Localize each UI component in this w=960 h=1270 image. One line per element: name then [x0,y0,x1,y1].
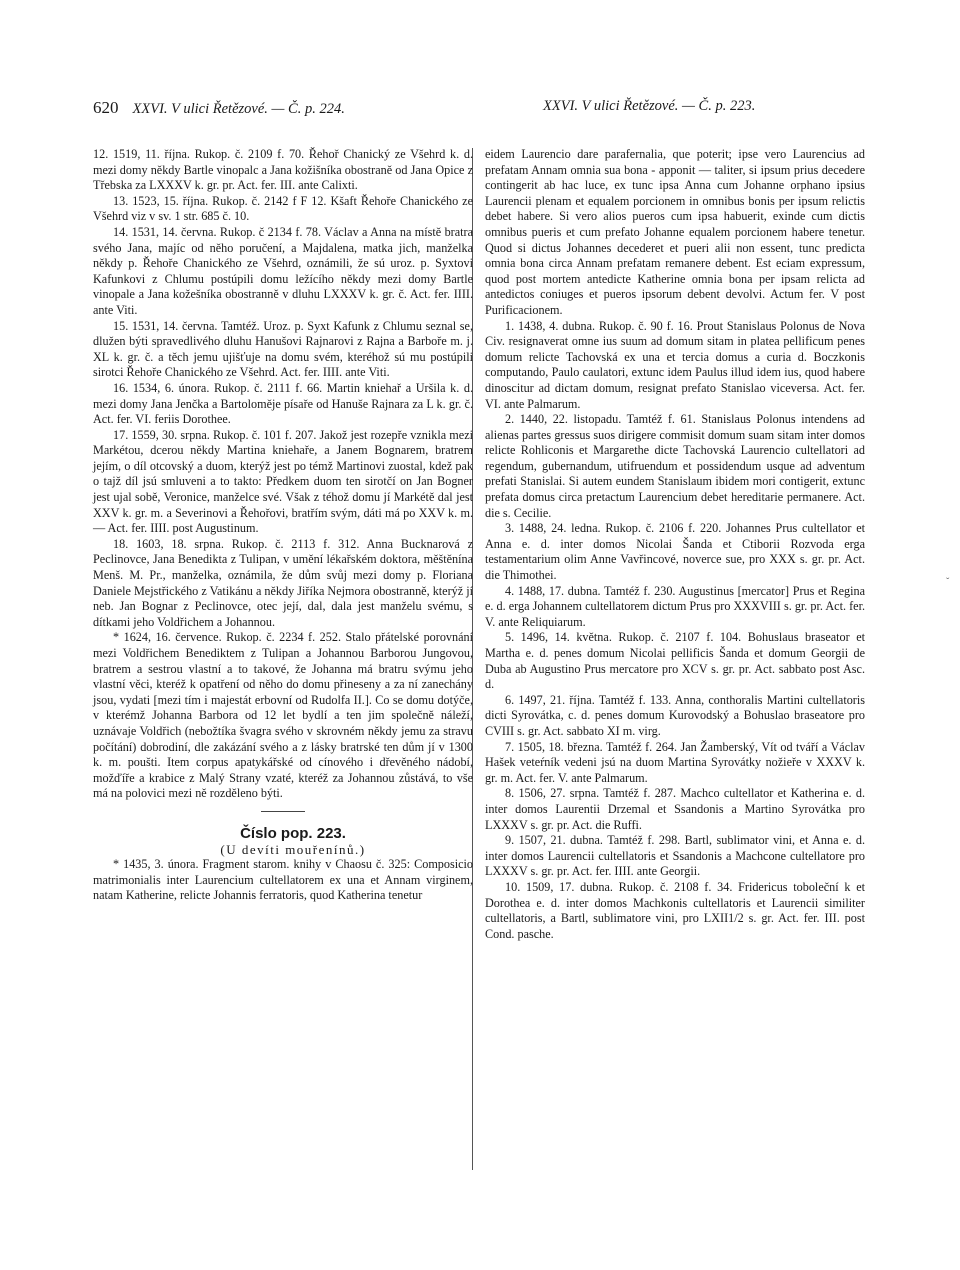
left-column [93,147,473,904]
entry-paragraph: 9. 1507, 21. dubna. Tamtéž f. 298. Bartl, sublimator vini, et Anna e. d. inter domos Laurencii cultellatoris et Ssandonis a Machcone cultellatore pro LXXXV s. gr. pr. Act. fer. IIII. ante Georgii. [485,833,865,879]
entry-paragraph: * 1435, 3. února. Fragment starom. knihy v Chaosu č. 325: Composicio matrimonialis inter Laurencium cultellatorem ex una et Annam virginem, natam Katherine, relicte Johannis ferratoris, quod Katherina tenetur [93,857,473,903]
entry-paragraph: 16. 1534, 6. února. Rukop. č. 2111 f. 66. Martin kniehař a Uršila k. d. mezi domy Jana Jenčka a Bartoloměje písaře od Hanuše Rajnara za L k. gr. č. Act. fer. VI. feriis Dorothee. [93,380,473,427]
entry-paragraph: 5. 1496, 14. května. Rukop. č. 2107 f. 104. Bohuslaus braseator et Martha e. d. penes domum Nicolai pellificis Šanda et domum Georgii de Duba ab Augustino Prus mercatore pro XCV s. gr. pr. Act. sabbato post Asc. d. [485,630,865,692]
entry-paragraph: 2. 1440, 22. listopadu. Tamtéž f. 61. Stanislaus Polonus intendens ad alienas partes gressus suos dirigere commisit domum suam sitam inter domos relicte Rohliconis et Margarethe dicte Tachovská Laurencio cultellatori ad regendum, gubernandum, utifruendum et possidendum usque ad adventum prefati Stanislai. Si autem eundem Stanislaum ibidem mori contigerit, extunc prefata domus circa pretactum Laurencium debet hereditarie permanere. Act. die s. Cecilie. [485,412,865,520]
entry-paragraph: 4. 1488, 17. dubna. Tamtéž f. 230. Augustinus [mercator] Prus et Regina e. d. erga Johannem cultellatorem dictum Prus pro XXXVIII s. gr. pr. Act. fer. V. ante Reliquiarum. [485,583,865,629]
left-running-title: XXVI. V ulici Řetězové. — Č. p. 224. [132,101,345,117]
entry-paragraph: 13. 1523, 15. října. Rukop. č. 2142 f F 12. Kšaft Řehoře Chanického ze Všehrd viz v sv. 1 str. 685 č. 10. [93,193,473,224]
entry-paragraph: 3. 1488, 24. ledna. Rukop. č. 2106 f. 220. Johannes Prus cultellator et Anna e. d. inter domos Nicolai Šanda et Ctiborii Rozvoda erga testamentarium olim Anne Vavřincové, noverce sue, pro XXX s. gr. pr. Act. die Thimothei. [485,521,865,583]
entry-paragraph: 18. 1603, 18. srpna. Rukop. č. 2113 f. 312. Anna Bucknarová z Peclinovce, Jana Benedikta z Tulipan, v umění lékařském doktora, měštěnína Menš. M. Pr., manželka, oznámila, že dům svůj mezi domy p. Floriana Daniele Mejstřického z Vatikánu a někdy Jiříka Nejmora obostranně, kterýž jí neb. Jan Bognar z Peclinovce, otec její, dal, dala jest manželu svému, s dítkami jeho Voldřichem a Johannou. [93,536,473,629]
section-separator [261,811,305,812]
entry-paragraph: 8. 1506, 27. srpna. Tamtéž f. 287. Machco cultellator et Katherina e. d. inter domos Laurentii Drzemal et Ssandonis a Martino Syrovátka pro LXXXV s. gr. pr. Act. die Ruffi. [485,786,865,832]
entry-paragraph: 14. 1531, 14. června. Rukop. č 2134 f. 78. Václav a Anna na místě bratra svého Jana, majíc od něho poručení, a Majdalena, matka jich, manželka někdy p. Řehoře Chanického ze Všehrd, oznámili, že sú uroz. p. Syxtovi Kafunkovi z Chlumu postúpili domu ležícího někdy mezi domy Bartle vinopale a Jana kožešníka obostranně v dluhu LXXXV k. gr. č. Act. fer. IIII. ante Viti. [93,224,473,317]
page-number: 620 [93,98,119,117]
entry-paragraph: 6. 1497, 21. října. Tamtéž f. 133. Anna, conthoralis Martini cultellatoris dicti Syrovátka, c. d. penes domum Kurovodský a Bohuslao braseatore pro CVIII s. gr. Act. sabbato XI m. virg. [485,692,865,738]
section-subtitle: (U devíti mouřenínů.) [220,841,366,857]
entry-paragraph: 12. 1519, 11. října. Rukop. č. 2109 f. 70. Řehoř Chanický ze Všehrd k. d. mezi domy někdy Bartle vinopalc a Jana kožišníka obostraně od Jana Opice z Třebska za LXXXV k. gr. pr. Act. fer. III. ante Calixti. [93,147,473,193]
entry-paragraph: 7. 1505, 18. března. Tamtéž f. 264. Jan Žamberský, Vít od tváří a Václav Hašek veteŕník vedeni jsú na duom Martina Syrovátky nožieře v XXXV k. gr. m. Act. fer. V. ante Palmarum. [485,739,865,785]
section-title: Číslo pop. 223. [240,824,346,842]
margin-mark: ˇ [946,577,950,588]
header-left [93,98,345,118]
entry-paragraph: 17. 1559, 30. srpna. Rukop. č. 101 f. 207. Jakož jest rozepře vznikla mezi Markétou, dcerou někdy Martina kniehaře, a Janem Bognarem, bratrem jejím, o díl otcovský a duom, kterýž jest po témž Martinovi zuostal, kdež pak o tajž díl jsú smluveni a to takto: Předkem duom ten sirotčí on Jan Bogner jest ujal sobě, Veronice, manželce své. Však z téhož domu jí Markétě dal jest XXV k. gr. m. a Severinovi a Řehořovi, bratřím svým, dáti má po XXV k. m. — Act. fer. IIII. post Augustinum. [93,427,473,536]
left-entries [93,147,473,802]
right-running-title: XXVI. V ulici Řetězové. — Č. p. 223. [543,98,756,114]
running-header [93,98,893,122]
right-entries [485,147,865,942]
entry-paragraph: 10. 1509, 17. dubna. Rukop. č. 2108 f. 34. Fridericus toboleční k et Dorothea e. d. inter domos Machkonis cultellatoris et Laurencii similiter cultellatoris, a Bartl, sublimatore vini, pro LXII1/2 s. gr. Act. fer. III. post Cond. pasche. [485,879,865,941]
entry-paragraph: eidem Laurencio dare parafernalia, que poterit; ipse vero Laurencius ad prefatam Annam omnia sua bona - apponit — taliter, si ipsum prius decedere contingerit ab hac luce, ex tunc ipsa Anna cum Johanne orphano ipsius Laurencii plenam et equalem porcionem in omnibus bonis per ipsum relictis debet habere. Si vero alios pueros cum ipsa habuerit, exinde cum dictis omnibus pueris et cum prefato Johanne equalem porcionem habere tenetur. Quod si dictus Johannes decederet et pueri alii non essent, tunc predicta omnia bona circa Annam prefatam remanere debent. Est eciam expressum, quod post mortem antedicte Katherine omnia bona per ipsam relicta ad antedictos coniuges et pueros ipsorum debent devolvi. Actum fer. V post Purificacionem. [485,147,865,317]
entry-paragraph: 1. 1438, 4. dubna. Rukop. č. 90 f. 16. Prout Stanislaus Polonus de Nova Civ. resignaverat omne ius suum ad domum sitam in platea pellificum penes domum relicte Tachovská ex una et tercia domus a curia d. Boczkonis computando, Paulo caulatori, extunc idem Paulus illud idem ius, quod habere dinoscitur ad dictam domum, resignat prefato Stanislao viceversa. Act. fer. VI. ante Palmarum. [485,318,865,411]
right-column [485,147,865,942]
entry-paragraph: * 1624, 16. července. Rukop. č. 2234 f. 252. Stalo přátelské porovnání mezi Voldřichem Benediktem z Tulipan a Johannou Barborou Jungovou, bratrem a sestrou vlastní a to takové, že Johanna má bratru svýmu jeho vlastní věci, kteréž k opatření od něho do domu přineseny a za ní zanechány jsou, vydati [mezi tím i majestát erbovní od Rudolfa II.]. Co se domu dotýče, v kterémž Johanna Barbora od 12 let bydlí a ten jim společně náleží, uznávaje Voldřich (nebožtíka švagra svého v skrovném někdy jemu za stravu počítání) dobrodiní, dle zakázání svého a z lásky bratrské ten dům jí v 1300 k. m. poušti. Item corpus apatykářské od cínového i dřevěného nádobí, možďíře a krabice z Malý Strany vzaté, kteréž za Johannou zůstává, to vše má na polovici mezi ně rozděleno býti. [93,630,473,801]
entry-paragraph: 15. 1531, 14. června. Tamtéž. Uroz. p. Syxt Kafunk z Chlumu seznal se, dlužen býti spravedlivého dluhu Hanušovi Rajnarovi z Rajna a Barboře m. j. XL k. gr. č. a těch jemu ujišťuje na domu svém, kteréhož sú mu postúpili sirotci Řehoře Chanického ze Všehrd. Act. fer. IIII. ante Viti. [93,318,473,380]
left-entries-after [93,857,473,904]
